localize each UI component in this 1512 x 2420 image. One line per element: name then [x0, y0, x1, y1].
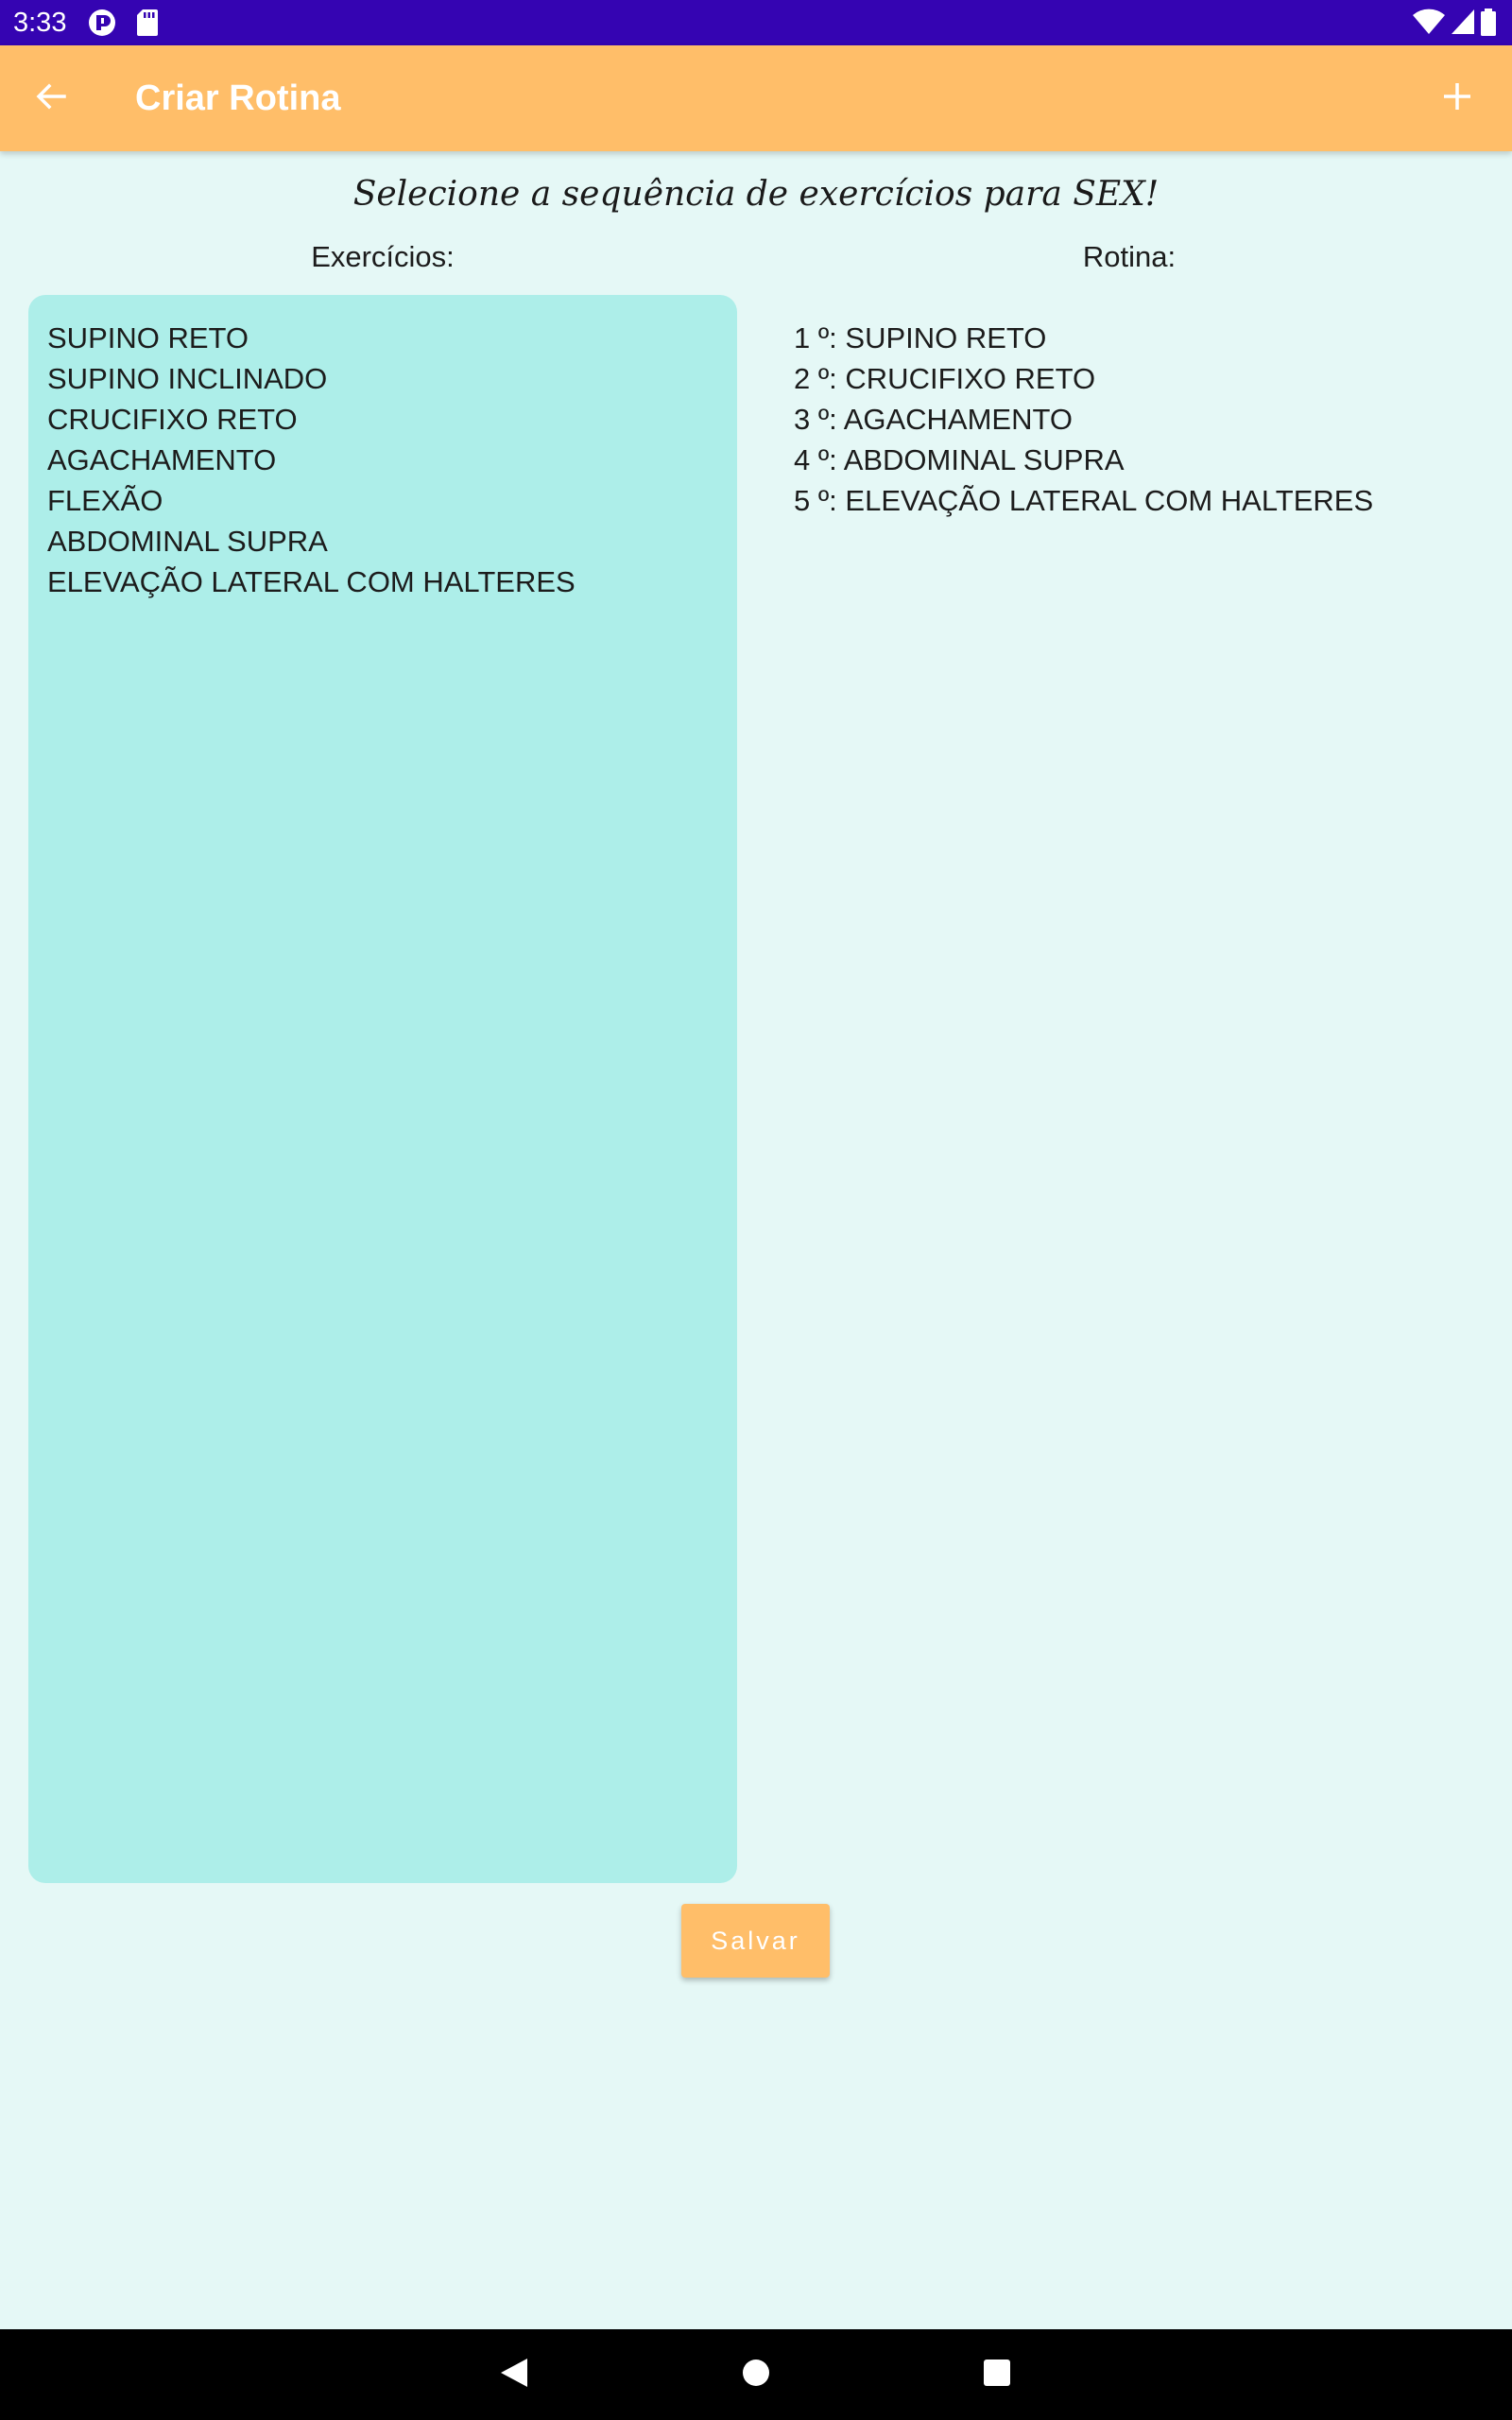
instruction-text: Selecione a sequência de exercícios para SEX! [352, 175, 1160, 214]
exercise-list-panel[interactable] [28, 295, 737, 1883]
routine-item: 3 º: AGACHAMENTO [794, 403, 1073, 436]
signal-icon [1450, 8, 1476, 43]
routine-item: 4 º: ABDOMINAL SUPRA [794, 443, 1125, 476]
status-bar [0, 0, 1512, 45]
battery-icon [1480, 8, 1497, 43]
status-time: 3:33 [13, 8, 67, 38]
routine-item: 5 º: ELEVAÇÃO LATERAL COM HALTERES [794, 484, 1374, 517]
nav-home-button[interactable] [730, 2350, 782, 2399]
routine-item: 1 º: SUPINO RETO [794, 321, 1047, 354]
exercise-item[interactable]: ABDOMINAL SUPRA [47, 525, 328, 558]
exercises-header: Exercícios: [311, 240, 455, 273]
add-icon [1442, 81, 1472, 116]
routine-item: 2 º: CRUCIFIXO RETO [794, 362, 1096, 395]
nav-back-icon [499, 2357, 529, 2394]
wifi-icon [1412, 8, 1446, 43]
back-button[interactable] [23, 72, 79, 125]
nav-back-button[interactable] [488, 2350, 541, 2399]
nav-home-icon [741, 2358, 771, 2393]
exercise-item[interactable]: SUPINO RETO [47, 321, 249, 354]
exercise-item[interactable]: ELEVAÇÃO LATERAL COM HALTERES [47, 565, 576, 598]
add-button[interactable] [1429, 72, 1486, 125]
save-button[interactable]: Salvar [681, 1904, 830, 1978]
routine-header: Rotina: [1082, 240, 1177, 273]
routine-list [794, 318, 1373, 521]
exercise-item[interactable]: CRUCIFIXO RETO [47, 403, 298, 436]
arrow-back-icon [34, 79, 68, 118]
nav-recents-icon [982, 2358, 1012, 2393]
app-notification-icon [87, 8, 117, 43]
sd-card-icon [135, 8, 160, 43]
exercise-item[interactable]: AGACHAMENTO [47, 443, 277, 476]
navigation-bar [0, 2329, 1512, 2420]
nav-recents-button[interactable] [971, 2350, 1023, 2399]
exercise-item[interactable]: FLEXÃO [47, 484, 163, 517]
page-title: Criar Rotina [135, 78, 341, 118]
exercise-item[interactable]: SUPINO INCLINADO [47, 362, 328, 395]
app-bar [0, 45, 1512, 151]
exercise-list [28, 295, 737, 602]
